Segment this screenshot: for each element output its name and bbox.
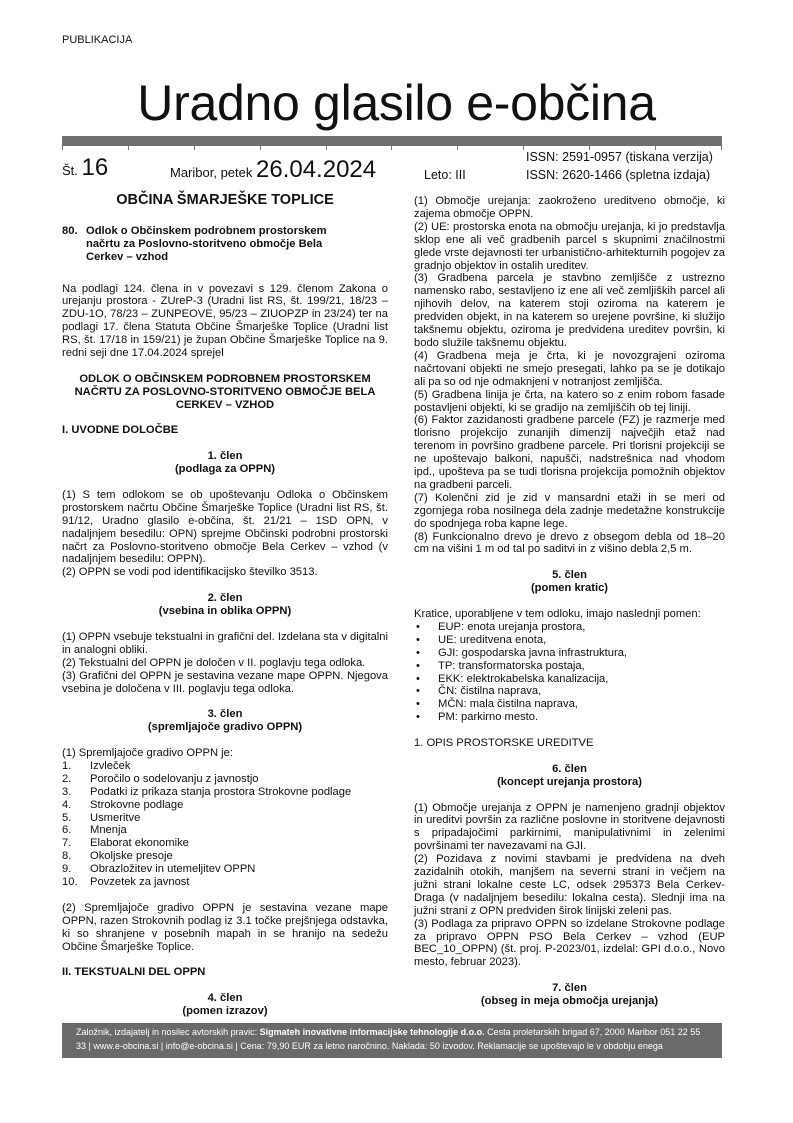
- article-2-paragraph-1: (1) OPPN vsebuje tekstualni in grafični del. Izdelana sta v digitalni in analogni obliki.: [62, 630, 388, 656]
- bullet-icon: •: [416, 646, 420, 659]
- article-3-intro: (1) Spremljajoče gradivo OPPN je:: [62, 747, 233, 760]
- list-item: [62, 799, 388, 812]
- article-2-number: 2. člen: [207, 592, 243, 605]
- abbreviation-text: GJI: gospodarska javna infrastruktura,: [438, 646, 628, 659]
- article-3-number: 3. člen: [207, 708, 243, 721]
- list-item-number: 7.: [62, 837, 72, 850]
- article-4-title: (pomen izrazov): [182, 1005, 268, 1018]
- article-5-title: (pomen kratic): [530, 582, 609, 595]
- article-1-title: (podlaga za OPPN): [174, 463, 276, 476]
- footer-address: Cesta proletarskih brigad 67, 2000 Maribor 051 22 55 33 |: [76, 1027, 701, 1051]
- list-item: [414, 660, 725, 673]
- list-item: [62, 824, 388, 837]
- place-day: Maribor, petek: [170, 165, 253, 180]
- list-item-number: 6.: [62, 824, 72, 837]
- article-2-paragraph-2: (2) Tekstualni del OPPN je določen v II. poglavju tega odloka.: [62, 656, 366, 669]
- issue-prefix: Št.: [62, 163, 78, 178]
- issue-date: 26.04.2024: [256, 156, 377, 183]
- bullet-icon: •: [416, 698, 420, 711]
- publisher-footer: [62, 1023, 722, 1058]
- article-7-title: (obseg in meja območja urejanja): [480, 995, 659, 1008]
- issue-year: Leto: III: [424, 168, 466, 182]
- act-heading: [62, 225, 388, 264]
- issue-number: [62, 154, 108, 182]
- issn-print: ISSN: 2591-0957 (tiskana verzija): [526, 150, 713, 164]
- abbreviation-text: MČN: mala čistilna naprava,: [438, 698, 578, 711]
- article-5-intro: Kratice, uporabljene v tem odloku, imajo naslednji pomen:: [414, 607, 701, 620]
- materials-list: [62, 760, 388, 889]
- footer-email-link[interactable]: info@e-obcina.si |: [165, 1041, 238, 1051]
- definition-paragraph: (3) Gradbena parcela je stavbno zemljišče z ustrezno namensko rabo, sestavljeno iz ene ali več zemljiških parcel ali njihovih delov, na katerem stoji oziroma na katerem je predviden objekt, in na katerem so urejene površine, ki služijo takšnemu objektu, oziroma je predvidena ureditev površin, ki bodo služile takšnemu objektu.: [414, 272, 725, 349]
- masthead-rule: [62, 136, 722, 146]
- list-item: [62, 837, 388, 850]
- act-title: Odlok o Občinskem podrobnem prostorskem načrtu za Poslovno-storitveno območje Bela Cerkev – vzhod: [86, 224, 327, 263]
- definition-paragraph: (2) UE: prostorska enota na območju urejanja, ki jo predstavlja sklop ene ali več gradbenih parcel s skupnimi značilnostmi glede vrste dejavnosti ter urbanistično-arhitekturnih pogojev za gradnjo objektov in ostalih ureditev.: [414, 220, 725, 272]
- bullet-icon: •: [416, 659, 420, 672]
- list-item: [62, 812, 388, 825]
- list-item-number: 5.: [62, 811, 72, 824]
- issue-value: 16: [81, 154, 109, 181]
- article-1-number: 1. člen: [207, 450, 243, 463]
- abbreviation-text: EKK: elektrokabelska kanalizacija,: [438, 672, 609, 685]
- list-item-text: Povzetek za javnost: [90, 876, 190, 889]
- list-item-text: Mnenja: [90, 824, 127, 837]
- abbreviation-text: EUP: enota urejanja prostora,: [438, 620, 586, 633]
- footer-rest: Cena: 79,90 EUR za letno naročnino. Naklada: 50 izvodov. Reklamacije se upoštevajo le v obdobju enega: [240, 1041, 663, 1051]
- article-1-paragraph-2: (2) OPPN se vodi pod identifikacijsko številko 3513.: [62, 566, 318, 579]
- article-5-number: 5. člen: [552, 569, 587, 582]
- list-item: [414, 711, 725, 724]
- list-item-text: Izvleček: [90, 759, 131, 772]
- list-item-text: Okoljske presoje: [90, 850, 173, 863]
- list-item-text: Obrazložitev in utemeljitev OPPN: [90, 863, 256, 876]
- list-item: [414, 698, 725, 711]
- article-4-number: 4. člen: [207, 992, 243, 1005]
- definition-paragraph: (8) Funkcionalno drevo je drevo z obsegom debla od 18–20 cm na višini 1 m od tal po saditvi in z višino debla 2,5 m.: [414, 530, 725, 556]
- municipality-heading: OBČINA ŠMARJEŠKE TOPLICE: [116, 192, 334, 208]
- list-item: [414, 647, 725, 660]
- definition-paragraph: (7) Kolenčni zid je zid v mansardni etaži in se meri od zgornjega roba nosilnega dela zadnje medetažne konstrukcije do spodnjega roba kapne lege.: [414, 491, 725, 530]
- list-item-text: Usmeritve: [90, 811, 141, 824]
- article-6-paragraph-1: (1) Območje urejanja z OPPN je namenjeno gradnji objektov in ureditvi površin za različne poslovne in storitvene dejavnosti s pripadajočimi parkirnimi, manipulativnimi in zelenimi površinami ter navezavami na GJI.: [414, 801, 725, 853]
- bullet-icon: •: [416, 685, 420, 698]
- right-column: [414, 195, 725, 1008]
- preamble: Na podlagi 124. člena in v povezavi s 129. členom Zakona o urejanju prostora - ZUreP-3 (Uradni list RS, št. 199/21, 18/23 – ZDU-1O, 78/23 – ZUNPEOVE, 95/23 – ZIUOPZP in 23/24) ter na podlagi 17. člena Statuta Občine Šmarješke Toplice (Uradni list RS, št. 17/18 in 159/21) je župan Občine Šmarješke Toplice na 9. redni seji dne 17.04.2024 sprejel: [62, 282, 388, 360]
- list-item-text: Poročilo o sodelovanju z javnostjo: [90, 772, 259, 785]
- bullet-icon: •: [416, 711, 420, 724]
- abbreviation-text: UE: ureditvena enota,: [438, 633, 547, 646]
- article-1-paragraph-1: (1) S tem odlokom se ob upoštevanju Odloka o Občinskem prostorskem načrtu Občine Šmarješke Toplice (Uradni list RS, št. 91/12, Uradno glasilo e-občina, št. 21/21 – 1SD OPN, v nadaljnjem besedilu: OPN) sprejme Občinski podrobni prostorski načrt za Poslovno-storitveno območje Bela Cerkev – vzhod (v nadaljnjem besedilu: OPPN).: [62, 488, 388, 566]
- list-item-number: 10.: [62, 876, 78, 889]
- footer-publisher: Sigmateh inovativne informacijske tehnologije d.o.o.: [259, 1027, 485, 1037]
- act-number: 80.: [62, 224, 78, 237]
- masthead-title: Uradno glasilo e-občina: [137, 75, 656, 131]
- list-item: [62, 760, 388, 773]
- definitions: [414, 195, 725, 556]
- list-item: [62, 876, 388, 889]
- article-2-title: (vsebina in oblika OPPN): [158, 605, 292, 618]
- article-6-paragraph-3: (3) Podlaga za pripravo OPPN so izdelane Strokovne podlage za pripravo OPPN PSO Bela Cerkev – vzhod (EUP BEC_10_OPPN) (št. proj. P-2023/01, izdelal: GPI d.o.o., Novo mesto, februar 2023).: [414, 917, 725, 969]
- article-3-title: (spremljajoče gradivo OPPN): [147, 721, 303, 734]
- abbreviation-list: [414, 621, 725, 724]
- abbreviation-text: TP: transformatorska postaja,: [438, 659, 585, 672]
- definition-paragraph: (4) Gradbena meja je črta, ki je novozgrajeni oziroma načrtovani objekti ne smejo presegati, lahko pa se je dotikajo ali pa so od nje odmaknjeni v notranjost zemljišča.: [414, 349, 725, 388]
- definition-paragraph: (6) Faktor zazidanosti gradbene parcele (FZ) je razmerje med tlorisno projekcijo zunanjih dimenzij največjih etaž nad terenom in površino gradbene parcele. Pri tlorisni projekciji se ne upoštevajo balkoni, napušči, nadstrešnica nad vhodom ipd., upošteva pa se tudi tlorisna projekcija pomožnih objektov na gradbeni parceli.: [414, 414, 725, 491]
- list-item: [62, 773, 388, 786]
- decree-title: ODLOK O OBČINSKEM PODROBNEM PROSTORSKEM NAČRTU ZA POSLOVNO-STORITVENO OBMOČJE BELA CERKEV – VZHOD: [74, 372, 376, 411]
- list-item-text: Elaborat ekonomike: [90, 837, 189, 850]
- bullet-icon: •: [416, 633, 420, 646]
- bullet-icon: •: [416, 620, 420, 633]
- list-item: [414, 685, 725, 698]
- place-date: [170, 156, 376, 184]
- bullet-icon: •: [416, 672, 420, 685]
- issn-online: ISSN: 2620-1466 (spletna izdaja): [526, 168, 711, 182]
- list-item-number: 2.: [62, 772, 72, 785]
- abbreviation-text: ČN: čistilna naprava,: [438, 685, 542, 698]
- list-item: [62, 850, 388, 863]
- article-6-paragraph-2: (2) Pozidava z novimi stavbami je predvidena na dveh zazidalnih otokih, manjšem na severni strani in večjem na južni strani lokalne ceste LC, odsek 295373 Bela Cerkev-Draga (v nadaljnjem besedilu: lokalna cesta). Slednji ima na južni strani z OPN predviden širok linijski zeleni pas.: [414, 853, 725, 917]
- list-item-number: 4.: [62, 798, 72, 811]
- section-heading-opis: 1. OPIS PROSTORSKE UREDITVE: [414, 737, 594, 750]
- definition-paragraph: (5) Gradbena linija je črta, na katero so z enim robom fasade postavljeni objekti, ki se gradijo na zemljiščih ob tej liniji.: [414, 388, 725, 414]
- list-item: [414, 634, 725, 647]
- article-6-title: (koncept urejanja prostora): [497, 775, 642, 788]
- list-item-number: 8.: [62, 850, 72, 863]
- list-item-number: 9.: [62, 863, 72, 876]
- footer-prefix: Založnik, izdajatelj in nosilec avtorskih pravic:: [76, 1027, 258, 1037]
- article-3-paragraph-2: (2) Spremljajoče gradivo OPPN je sestavina vezane mape OPPN, razen Strokovnih podlag iz 3.1 točke prejšnjega odstavka, ki so shranjene v posebnih mapah in se hranijo na sedežu Občine Šmarješke Toplice.: [62, 901, 388, 953]
- article-6-number: 6. člen: [552, 762, 587, 775]
- section-heading-1: I. UVODNE DOLOČBE: [62, 424, 179, 437]
- list-item-number: 3.: [62, 785, 72, 798]
- article-7-number: 7. člen: [552, 982, 587, 995]
- article-2-paragraph-3: (3) Grafični del OPPN je sestavina vezane mape OPPN. Njegova vsebina je določena v III. poglavju tega odloka.: [62, 669, 388, 695]
- left-column: [62, 194, 388, 1018]
- footer-web-link[interactable]: www.e-obcina.si |: [93, 1041, 164, 1051]
- list-item: [414, 673, 725, 686]
- list-item-text: Strokovne podlage: [90, 798, 184, 811]
- list-item-text: Podatki iz prikaza stanja prostora Strokovne podlage: [90, 785, 352, 798]
- list-item-number: 1.: [62, 759, 72, 772]
- list-item: [62, 786, 388, 799]
- list-item: [414, 621, 725, 634]
- section-heading-2: II. TEKSTUALNI DEL OPPN: [62, 966, 206, 979]
- list-item: [62, 863, 388, 876]
- abbreviation-text: PM: parkirno mesto.: [438, 711, 539, 724]
- definition-paragraph: (1) Območje urejanja: zaokroženo ureditveno območje, ki zajema območje OPPN.: [414, 195, 725, 220]
- publication-label: PUBLIKACIJA: [62, 34, 133, 46]
